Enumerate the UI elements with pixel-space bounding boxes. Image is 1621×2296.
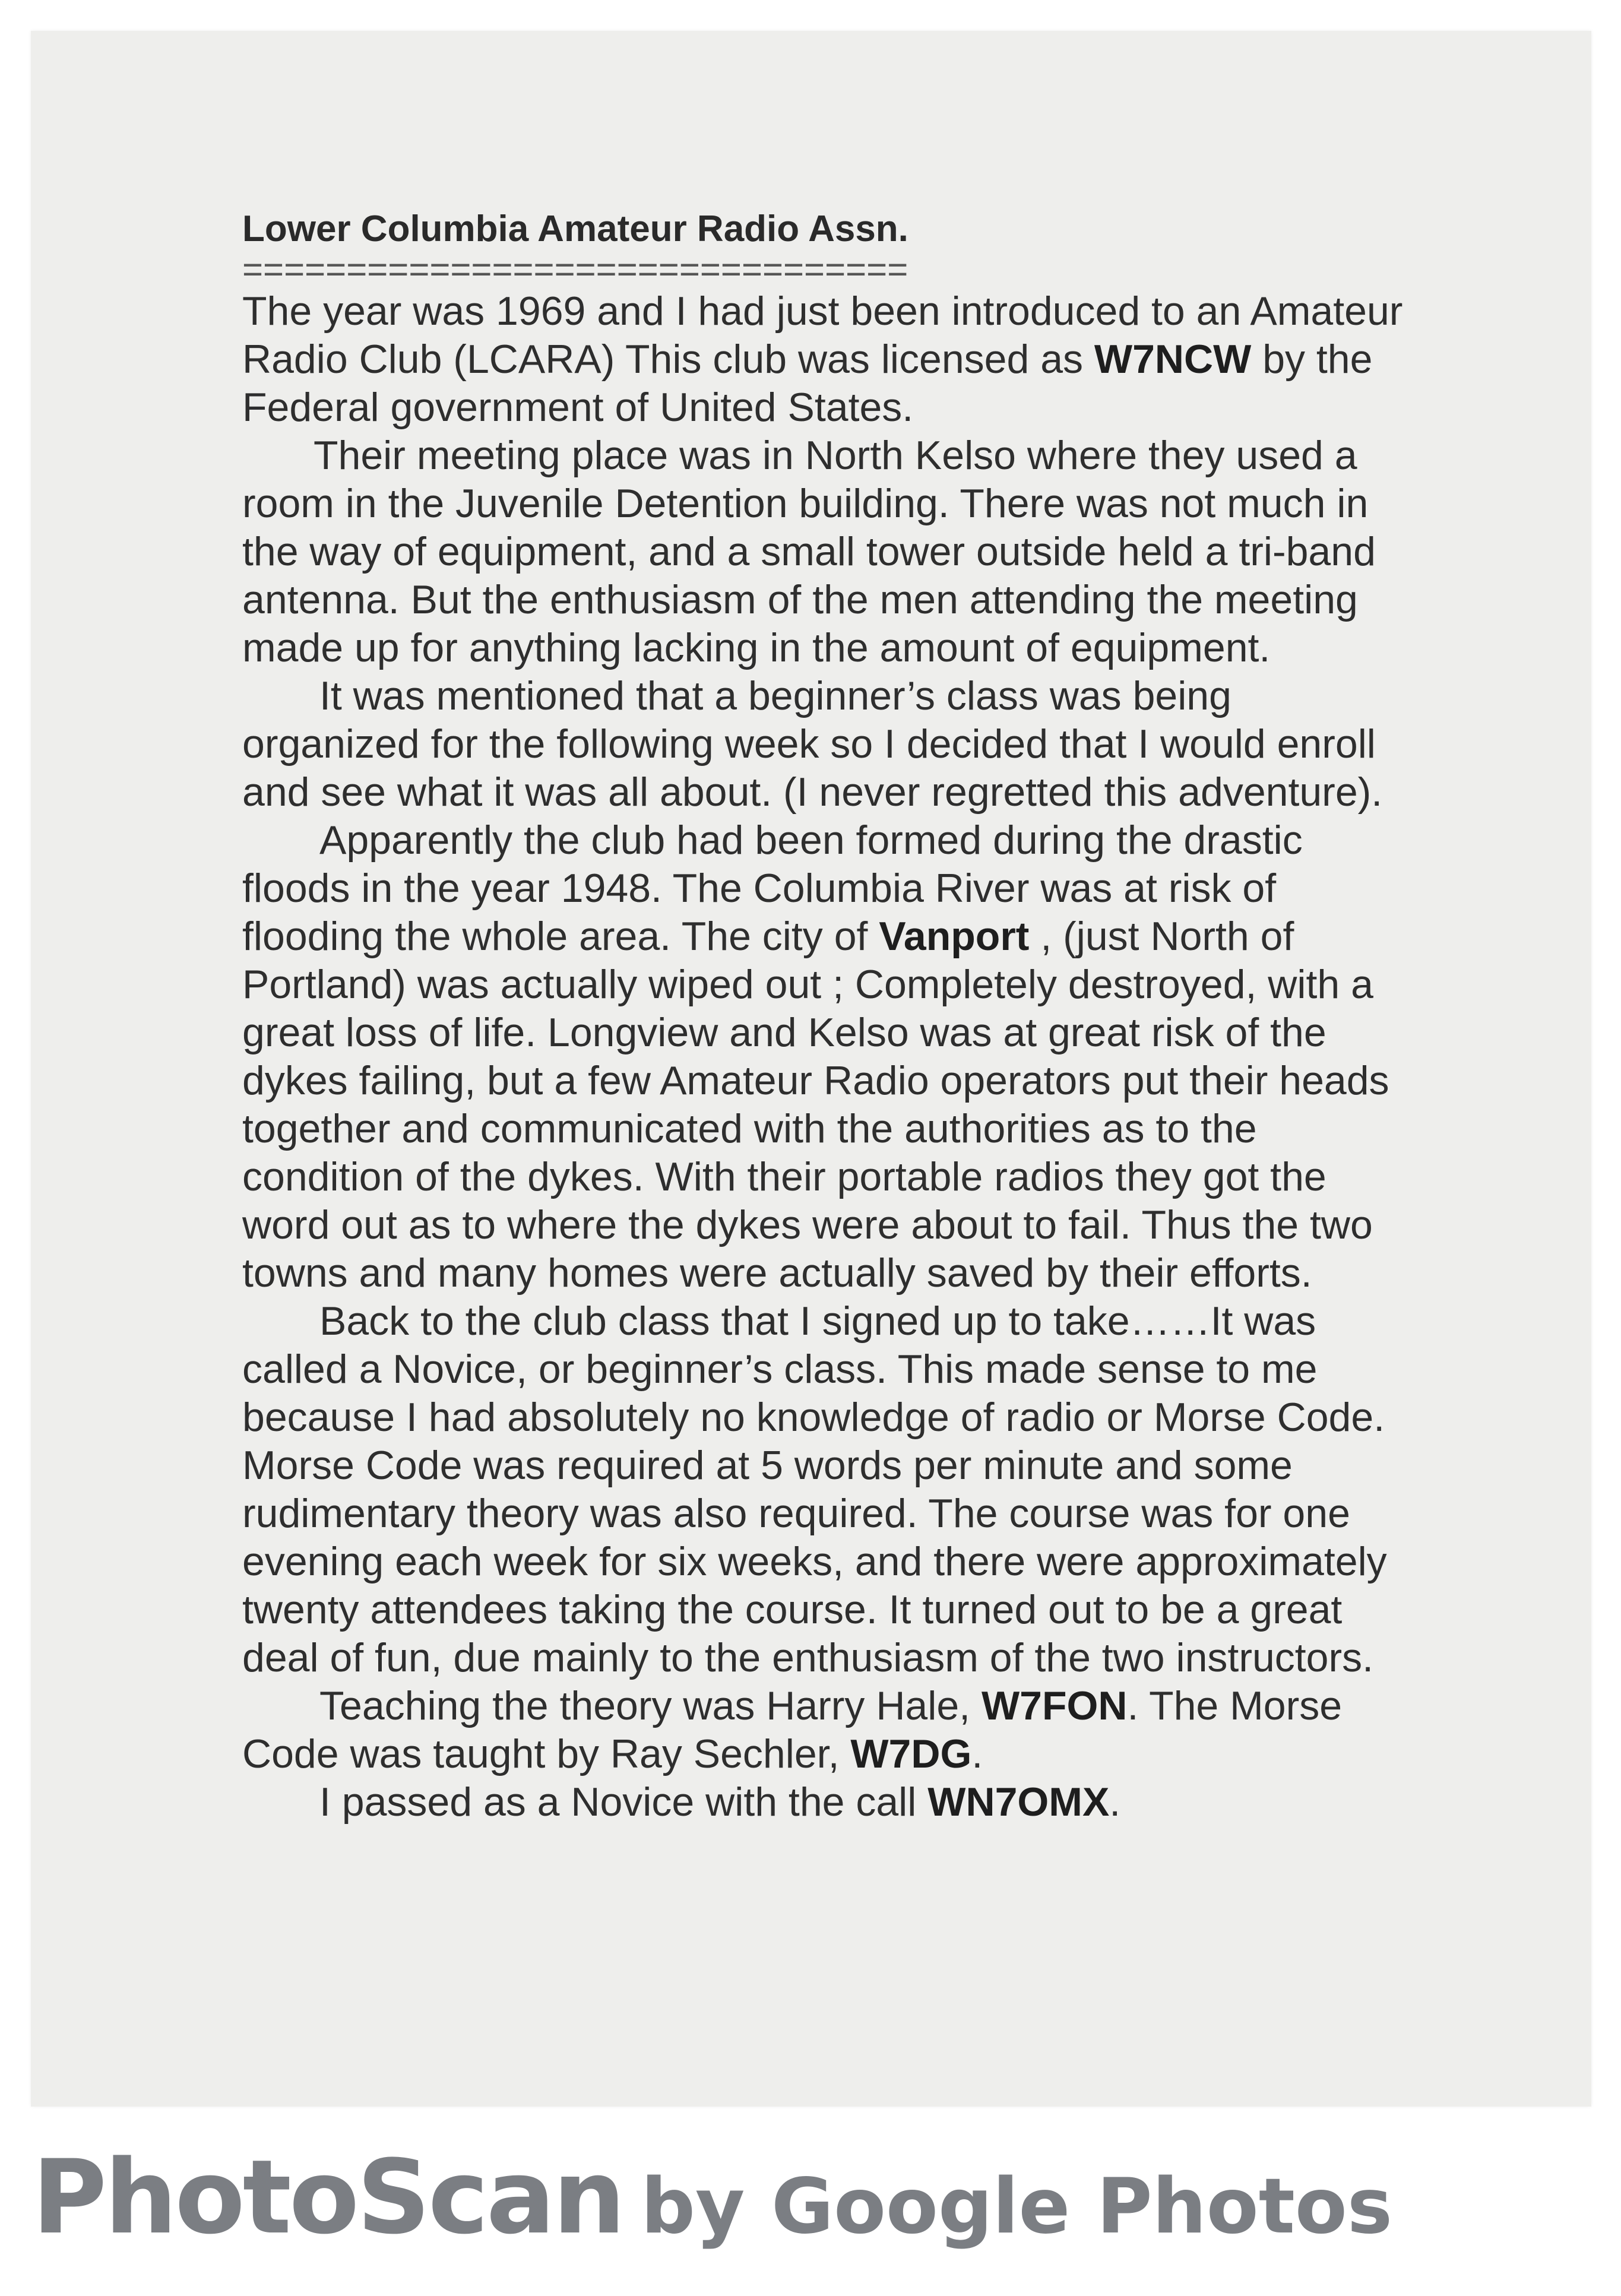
line-text: , (just North of	[1029, 914, 1294, 959]
text-line	[242, 1105, 1513, 1153]
line-text: Radio Club (LCARA) This club was licensed as	[242, 337, 1094, 382]
line-text: called a Novice, or beginner’s class. This made sense to me	[242, 1347, 1318, 1392]
line-text: floods in the year 1948. The Columbia River was at risk of	[242, 866, 1277, 911]
line-text: I passed as a Novice with the call	[319, 1779, 928, 1825]
line-text: organized for the following week so I decided that I would enroll	[242, 721, 1376, 767]
line-text: Code was taught by Ray Sechler,	[242, 1731, 851, 1776]
text-line	[242, 576, 1513, 624]
text-line	[242, 624, 1513, 672]
line-text: because I had absolutely no knowledge of radio or Morse Code.	[242, 1395, 1385, 1440]
line-text: together and communicated with the authorities as to the	[242, 1106, 1257, 1151]
bold-term: W7NCW	[1094, 337, 1252, 382]
text-line	[242, 1538, 1513, 1586]
line-text: made up for anything lacking in the amount of equipment.	[242, 625, 1271, 670]
line-text: Portland) was actually wiped out ; Completely destroyed, with a	[242, 962, 1373, 1007]
text-line	[242, 1009, 1513, 1057]
text-line	[242, 1057, 1513, 1105]
text-line	[242, 528, 1513, 576]
text-line	[242, 1682, 1513, 1730]
text-line	[242, 287, 1513, 335]
text-line	[242, 1153, 1513, 1201]
text-line	[242, 1201, 1513, 1249]
line-text: .	[1109, 1779, 1121, 1825]
text-line	[242, 913, 1513, 961]
line-text: towns and many homes were actually saved by their efforts.	[242, 1250, 1312, 1296]
text-line	[242, 1249, 1513, 1297]
line-text: Back to the club class that I signed up to take……It was	[319, 1299, 1316, 1344]
line-text: evening each week for six weeks, and there were approximately	[242, 1539, 1387, 1584]
document-title: Lower Columbia Amateur Radio Assn.	[242, 208, 908, 249]
line-text: great loss of life. Longview and Kelso was at great risk of the	[242, 1010, 1326, 1055]
title-underline-rule: ================================	[242, 249, 908, 289]
text-line	[242, 1490, 1513, 1538]
line-text: Apparently the club had been formed during the drastic	[319, 818, 1303, 863]
text-line	[242, 864, 1513, 913]
line-text: antenna. But the enthusiasm of the men attending the meeting	[242, 577, 1358, 622]
text-line	[242, 1778, 1513, 1826]
line-text: The year was 1969 and I had just been introduced to an Amateur	[242, 289, 1403, 334]
line-text: the way of equipment, and a small tower outside held a tri-band	[242, 529, 1376, 574]
line-text: Federal government of United States.	[242, 385, 914, 430]
line-text: twenty attendees taking the course. It turned out to be a great	[242, 1587, 1343, 1632]
text-line	[242, 1297, 1513, 1345]
line-text: deal of fun, due mainly to the enthusiasm of the two instructors.	[242, 1635, 1374, 1680]
document-body	[242, 207, 1513, 1826]
text-line	[242, 384, 1513, 432]
line-text: flooding the whole area. The city of	[242, 914, 879, 959]
watermark-tagline: by Google Photos	[641, 2162, 1393, 2251]
line-text: Teaching the theory was Harry Hale,	[319, 1683, 982, 1728]
line-text: It was mentioned that a beginner’s class was being	[319, 673, 1231, 718]
line-text: and see what it was all about. (I never regretted this adventure).	[242, 769, 1383, 815]
line-text: room in the Juvenile Detention building. There was not much in	[242, 481, 1369, 526]
line-text: condition of the dykes. With their portable radios they got the	[242, 1154, 1326, 1199]
scanned-page	[31, 31, 1591, 2107]
bold-term: Vanport	[879, 914, 1030, 959]
text-line	[242, 1442, 1513, 1490]
bold-term: W7FON	[981, 1683, 1128, 1728]
line-text: rudimentary theory was also required. The course was for one	[242, 1491, 1350, 1536]
watermark-brand: PhotoScan	[32, 2137, 623, 2257]
text-line	[242, 768, 1513, 816]
bold-term: W7DG	[850, 1731, 972, 1776]
line-text: by the	[1251, 337, 1373, 382]
photoscan-watermark	[32, 2137, 1393, 2257]
text-line	[242, 720, 1513, 768]
text-line	[242, 1394, 1513, 1442]
line-text: Morse Code was required at 5 words per minute and some	[242, 1443, 1293, 1488]
line-text: .	[971, 1731, 983, 1776]
line-text: . The Morse	[1127, 1683, 1343, 1728]
text-line	[242, 432, 1513, 480]
text-line	[242, 1730, 1513, 1778]
line-text: dykes failing, but a few Amateur Radio operators put their heads	[242, 1058, 1389, 1103]
document-text	[242, 287, 1513, 1826]
line-text: Their meeting place was in North Kelso where they used a	[314, 433, 1357, 478]
text-line	[242, 1586, 1513, 1634]
text-line	[242, 961, 1513, 1009]
bold-term: WN7OMX	[927, 1779, 1110, 1825]
text-line	[242, 1634, 1513, 1682]
text-line	[242, 672, 1513, 720]
text-line	[242, 1345, 1513, 1394]
text-line	[242, 480, 1513, 528]
text-line	[242, 816, 1513, 864]
line-text: word out as to where the dykes were about to fail. Thus the two	[242, 1202, 1373, 1247]
text-line	[242, 335, 1513, 384]
